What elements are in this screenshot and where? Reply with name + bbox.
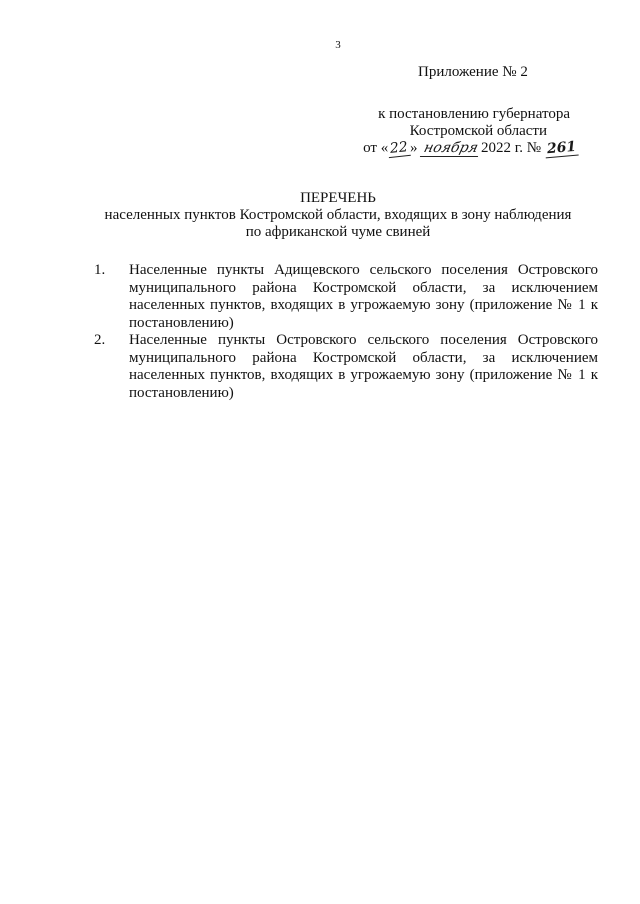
list-item-number: 1. (94, 262, 106, 278)
list-item-text: Населенные пункты Адищевского сельского поселения Островского муниципального района Костромской области, за исключением населенных пунктов, входящих в угрожаемую зону (приложение № 1 к постановлению) (129, 262, 598, 331)
page-number: 3 (335, 39, 341, 51)
list-item (94, 262, 598, 332)
annex-title: Приложение № 2 (418, 64, 528, 80)
list-item-text: Населенные пункты Островского сельского поселения Островского муниципального района Костромской области, за исключением населенных пунктов, входящих в угрожаемую зону (приложение № 1 к постановлению) (129, 332, 598, 401)
date-quote-close: » (410, 140, 418, 156)
list-item (94, 332, 598, 402)
settlements-list (94, 262, 598, 402)
annex-line-resolution: к постановлению губернатора (378, 106, 570, 122)
date-year: 2022 г. № (480, 140, 542, 156)
handwritten-day: 22 (387, 139, 410, 158)
doc-subtitle-line1: населенных пунктов Костромской области, входящих в зону наблюдения (104, 207, 572, 223)
doc-title: ПЕРЕЧЕНЬ (300, 190, 376, 206)
handwritten-doc-number: 261 (544, 139, 579, 159)
date-prefix: от « (363, 140, 389, 156)
annex-line-region: Костромской области (409, 123, 547, 139)
handwritten-month: ноября (420, 140, 482, 157)
doc-subtitle-line2: по африканской чуме свиней (245, 224, 431, 240)
annex-date-line (363, 140, 578, 157)
list-item-number: 2. (94, 332, 106, 348)
